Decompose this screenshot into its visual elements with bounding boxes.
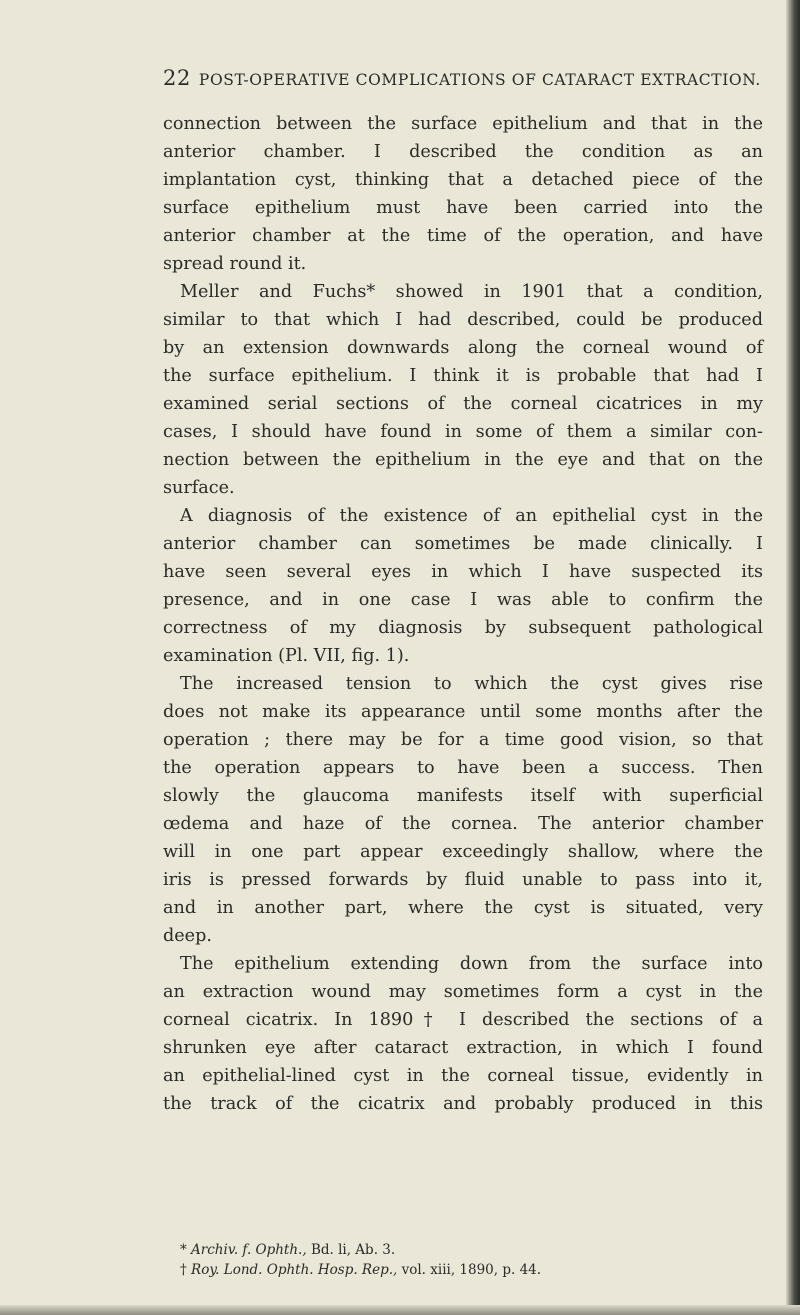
footnote <box>180 1260 740 1280</box>
text-line: nection between the epithelium in the eye and that on the <box>163 450 763 470</box>
text-line: deep. <box>163 926 212 946</box>
text-line: cases, I should have found in some of them a similar con- <box>163 422 763 442</box>
text-line: iris is pressed forwards by fluid unable to pass into it, <box>163 870 763 890</box>
text-line: corneal cicatrix. In 1890† I described the sections of a <box>163 1010 763 1030</box>
text-line: have seen several eyes in which I have suspected its <box>163 562 763 582</box>
text-line: examination (Pl. VII, fig. 1). <box>163 646 410 666</box>
text-line: Meller and Fuchs* showed in 1901 that a condition, <box>180 282 763 302</box>
text-line: connection between the surface epithelium and that in the <box>163 114 763 134</box>
text-line: spread round it. <box>163 254 307 274</box>
text-line: and in another part, where the cyst is situated, very <box>163 898 763 918</box>
text-line: an extraction wound may sometimes form a cyst in the <box>163 982 763 1002</box>
footnote-detail: vol. xiii, 1890, p. 44. <box>401 1262 542 1278</box>
body-text <box>163 110 763 1118</box>
text-line: correctness of my diagnosis by subsequent pathological <box>163 618 763 638</box>
text-line: anterior chamber at the time of the operation, and have <box>163 226 763 246</box>
footnote-source: Archiv. f. Ophth., <box>191 1242 307 1258</box>
text-line: The increased tension to which the cyst gives rise <box>180 674 763 694</box>
text-line: presence, and in one case I was able to confirm the <box>163 590 763 610</box>
text-line: the track of the cicatrix and probably produced in this <box>163 1094 763 1114</box>
text-line: the operation appears to have been a success. Then <box>163 758 763 778</box>
text-line: surface. <box>163 478 235 498</box>
footnotes <box>180 1240 740 1280</box>
text-line: implantation cyst, thinking that a detached piece of the <box>163 170 763 190</box>
page-bottom-edge <box>0 1305 800 1315</box>
footnote-mark: * <box>180 1242 187 1258</box>
text-line: an epithelial-lined cyst in the corneal tissue, evidently in <box>163 1066 763 1086</box>
footnote-detail: Bd. li, Ab. 3. <box>310 1242 396 1258</box>
text-line: similar to that which I had described, could be produced <box>163 310 763 330</box>
text-line: shrunken eye after cataract extraction, in which I found <box>163 1038 763 1058</box>
footnote-source: Roy. Lond. Ophth. Hosp. Rep., <box>191 1262 398 1278</box>
text-line: the surface epithelium. I think it is probable that had I <box>163 366 763 386</box>
running-title: POST-OPERATIVE COMPLICATIONS OF CATARACT EXTRACTION. <box>198 71 761 89</box>
text-line: A diagnosis of the existence of an epithelial cyst in the <box>180 506 763 526</box>
page-edge-shadow <box>786 0 800 1315</box>
footnote <box>180 1240 740 1260</box>
text-line: slowly the glaucoma manifests itself with superficial <box>163 786 763 806</box>
text-line: examined serial sections of the corneal cicatrices in my <box>163 394 763 414</box>
text-line: by an extension downwards along the corneal wound of <box>163 338 763 358</box>
running-header <box>163 66 763 90</box>
text-line: anterior chamber can sometimes be made clinically. I <box>163 534 763 554</box>
text-line: anterior chamber. I described the condition as an <box>163 142 763 162</box>
text-line: œdema and haze of the cornea. The anterior chamber <box>163 814 763 834</box>
footnote-mark: † <box>180 1262 187 1278</box>
text-line: The epithelium extending down from the surface into <box>180 954 763 974</box>
text-line: will in one part appear exceedingly shallow, where the <box>163 842 763 862</box>
page-number: 22 <box>163 66 191 90</box>
text-line: does not make its appearance until some months after the <box>163 702 763 722</box>
text-line: surface epithelium must have been carried into the <box>163 198 763 218</box>
text-line: operation ; there may be for a time good vision, so that <box>163 730 763 750</box>
